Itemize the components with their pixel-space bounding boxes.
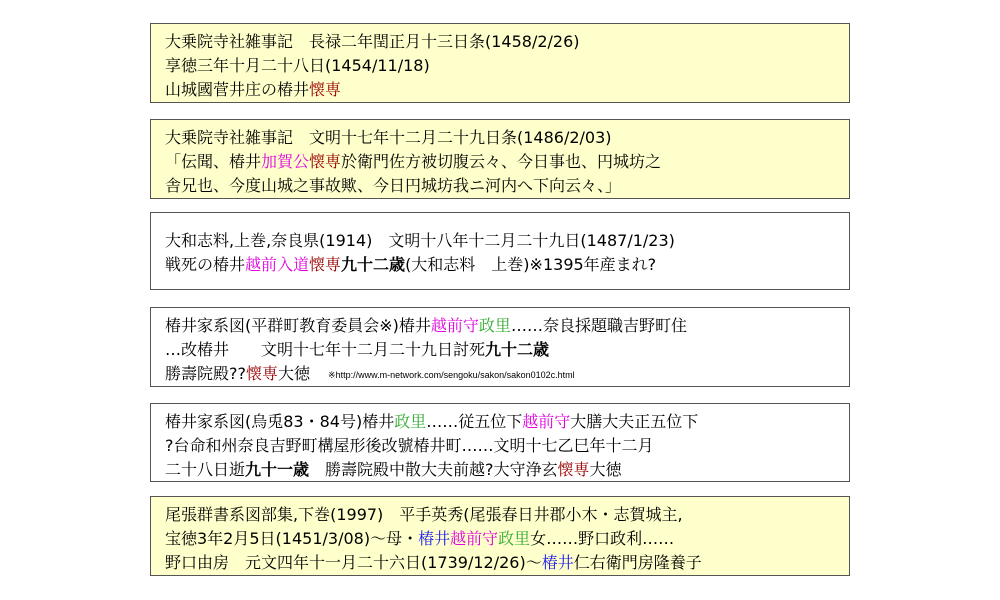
text-segment: 越前守 xyxy=(522,412,571,431)
text-segment: 二十八日逝 xyxy=(165,460,246,479)
text-segment: (大和志料 上巻)※1395年産まれ? xyxy=(405,255,657,274)
text-segment: 越前入道 xyxy=(245,255,310,274)
text-segment: 宝徳3年2月5日(1451/3/08)～母・ xyxy=(165,529,419,548)
text-segment: 懐専 xyxy=(309,152,342,171)
citation-line xyxy=(165,458,835,482)
text-segment: 大乗院寺社雑事記 文明十七年十二月二十九日条(1486/2/03) xyxy=(165,128,612,147)
text-segment: 舎兄也、今度山城之事故歟、今日円城坊我ニ河内へ下向云々、」 xyxy=(165,176,622,195)
text-segment: 懐専 xyxy=(309,255,342,274)
citation-line xyxy=(165,338,835,362)
text-segment: 仁右衛門房隆養子 xyxy=(573,553,702,572)
text-segment: ?台命和州奈良吉野町構屋形後改號椿井町……文明十七乙巳年十二月 xyxy=(165,436,654,455)
text-segment: 尾張群書系図部集,下巻(1997) 平手英秀(尾張春日井郡小木・志賀城主, xyxy=(165,505,683,524)
citation-line xyxy=(165,78,835,102)
citation-box xyxy=(150,403,850,482)
text-segment: 越前守 xyxy=(450,529,499,548)
citation-line xyxy=(165,314,835,338)
citation-line xyxy=(165,150,835,174)
text-segment: 野口由房 元文四年十一月二十六日(1739/12/26)～ xyxy=(165,553,542,572)
text-segment: 政里 xyxy=(498,529,531,548)
citation-box xyxy=(150,496,850,576)
text-segment: 九十二歳 xyxy=(485,340,550,359)
text-segment: 大膳大夫正五位下 xyxy=(570,412,699,431)
citation-box xyxy=(150,119,850,199)
text-segment: 享徳三年十月二十八日(1454/11/18) xyxy=(165,56,430,75)
citation-line xyxy=(165,434,835,458)
text-segment: 於衛門佐方被切腹云々、今日事也、円城坊之 xyxy=(341,152,662,171)
citation-box xyxy=(150,307,850,387)
text-segment: 懐専 xyxy=(309,80,342,99)
citation-line xyxy=(165,126,835,150)
text-segment: 椿井家系図(平群町教育委員会※)椿井 xyxy=(165,316,431,335)
text-segment: 勝壽院殿?? xyxy=(165,364,246,383)
text-segment: 椿井家系図(烏兎83・84号)椿井 xyxy=(165,412,395,431)
text-segment: 戦死の椿井 xyxy=(165,255,246,274)
citation-box xyxy=(150,212,850,290)
citation-line xyxy=(165,527,835,551)
text-segment: 勝壽院殿中散大夫前越?大守浄玄 xyxy=(309,460,558,479)
text-segment: 山城國菅井庄の椿井 xyxy=(165,80,310,99)
citation-line xyxy=(165,410,835,434)
text-segment: 九十一歳 xyxy=(245,460,310,479)
citation-line xyxy=(165,551,835,575)
citation-line xyxy=(165,54,835,78)
text-segment: ……奈良採題職吉野町住 xyxy=(510,316,687,335)
text-segment: 政里 xyxy=(478,316,511,335)
text-segment: 懐専 xyxy=(246,364,279,383)
citation-line xyxy=(165,362,835,387)
text-segment: 九十二歳 xyxy=(341,255,406,274)
source-url-note: ※http://www.m-network.com/sengoku/sakon/sakon0102c.html xyxy=(328,370,575,380)
text-segment: 「伝聞、椿井 xyxy=(165,152,262,171)
text-segment: 越前守 xyxy=(430,316,479,335)
citation-line xyxy=(165,174,835,198)
citation-line xyxy=(165,503,835,527)
text-segment: …改椿井 文明十七年十二月二十九日討死 xyxy=(165,340,486,359)
text-segment: 加賀公 xyxy=(261,152,310,171)
text-segment: ……従五位下 xyxy=(426,412,523,431)
text-segment: 椿井 xyxy=(418,529,451,548)
text-segment: 政里 xyxy=(394,412,427,431)
text-segment: 大和志料,上巻,奈良県(1914) 文明十八年十二月二十九日(1487/1/23) xyxy=(165,231,675,250)
text-segment: 女……野口政利…… xyxy=(530,529,675,548)
citation-line xyxy=(165,30,835,54)
text-segment: 大徳 xyxy=(278,364,311,383)
citation-line xyxy=(165,229,835,253)
citation-line xyxy=(165,253,835,277)
text-segment: 椿井 xyxy=(541,553,574,572)
text-segment: 大乗院寺社雑事記 長禄二年閏正月十三日条(1458/2/26) xyxy=(165,32,580,51)
text-segment: 大徳 xyxy=(589,460,622,479)
text-segment: 懐専 xyxy=(557,460,590,479)
citation-box xyxy=(150,23,850,103)
